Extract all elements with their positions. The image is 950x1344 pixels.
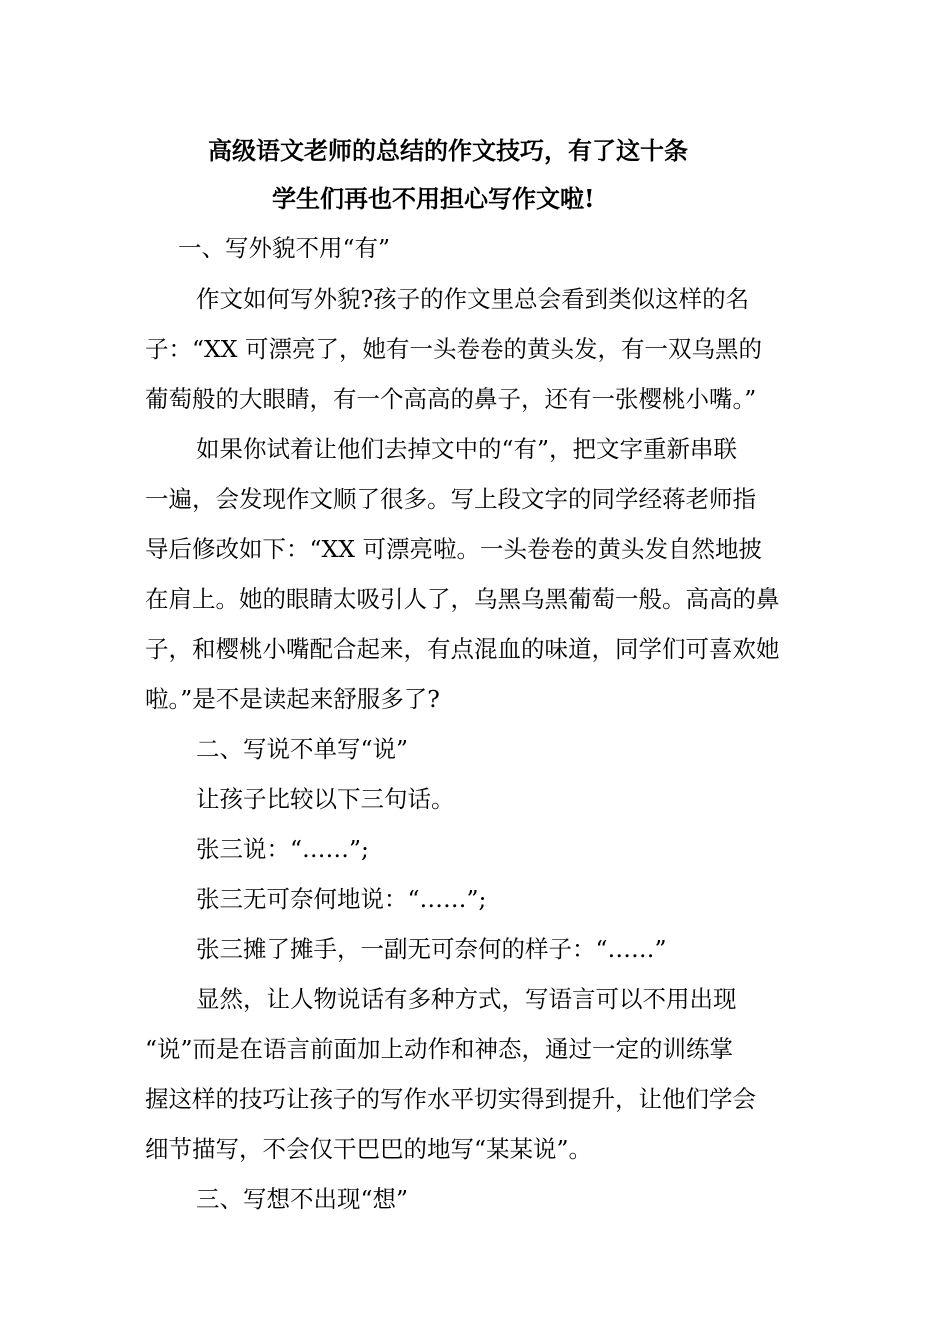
document-title-line-2: 学生们再也不用担心写作文啦! <box>272 184 595 213</box>
paragraph-line: 如果你试着让他们去掉文中的“有”，把文字重新串联 <box>196 435 738 463</box>
paragraph-line: 导后修改如下：“XX 可漂亮啦。一头卷卷的黄头发自然地披 <box>145 535 762 563</box>
paragraph-line: 让孩子比较以下三句话。 <box>196 785 455 813</box>
paragraph-line: 啦。”是不是读起来舒服多了? <box>145 685 440 713</box>
paragraph-line: 作文如何写外貌?孩子的作文里总会看到类似这样的名 <box>196 285 750 313</box>
paragraph-line: 显然，让人物说话有多种方式，写语言可以不用出现 <box>196 985 737 1013</box>
paragraph-line: 细节描写，不会仅干巴巴的地写“某某说”。 <box>145 1135 593 1163</box>
paragraph-line: 葡萄般的大眼睛，有一个高高的鼻子，还有一张樱桃小嘴。” <box>145 385 757 413</box>
section-heading-1: 一、写外貌不用“有” <box>178 234 391 262</box>
paragraph-line: “说”而是在语言前面加上动作和神态，通过一定的训练掌 <box>145 1035 734 1063</box>
paragraph-line: 在肩上。她的眼睛太吸引人了，乌黑乌黑葡萄一般。高高的鼻 <box>145 585 780 613</box>
paragraph-line: 握这样的技巧让孩子的写作水平切实得到提升，让他们学会 <box>145 1085 756 1113</box>
section-heading-3: 三、写想不出现“想” <box>196 1185 409 1213</box>
example-sentence-1: 张三说：“……”; <box>196 835 369 863</box>
paragraph-line: 一遍，会发现作文顺了很多。写上段文字的同学经蒋老师指 <box>145 485 756 513</box>
section-heading-2: 二、写说不单写“说” <box>196 735 409 763</box>
example-sentence-2: 张三无可奈何地说：“……”; <box>196 885 487 913</box>
paragraph-line: 子，和樱桃小嘴配合起来，有点混血的味道，同学们可喜欢她 <box>145 635 780 663</box>
paragraph-line: 子：“XX 可漂亮了，她有一头卷卷的黄头发，有一双乌黑的 <box>145 335 762 363</box>
example-sentence-3: 张三摊了摊手，一副无可奈何的样子：“……” <box>196 935 667 963</box>
document-title-line-1: 高级语文老师的总结的作文技巧，有了这十条 <box>208 136 688 165</box>
